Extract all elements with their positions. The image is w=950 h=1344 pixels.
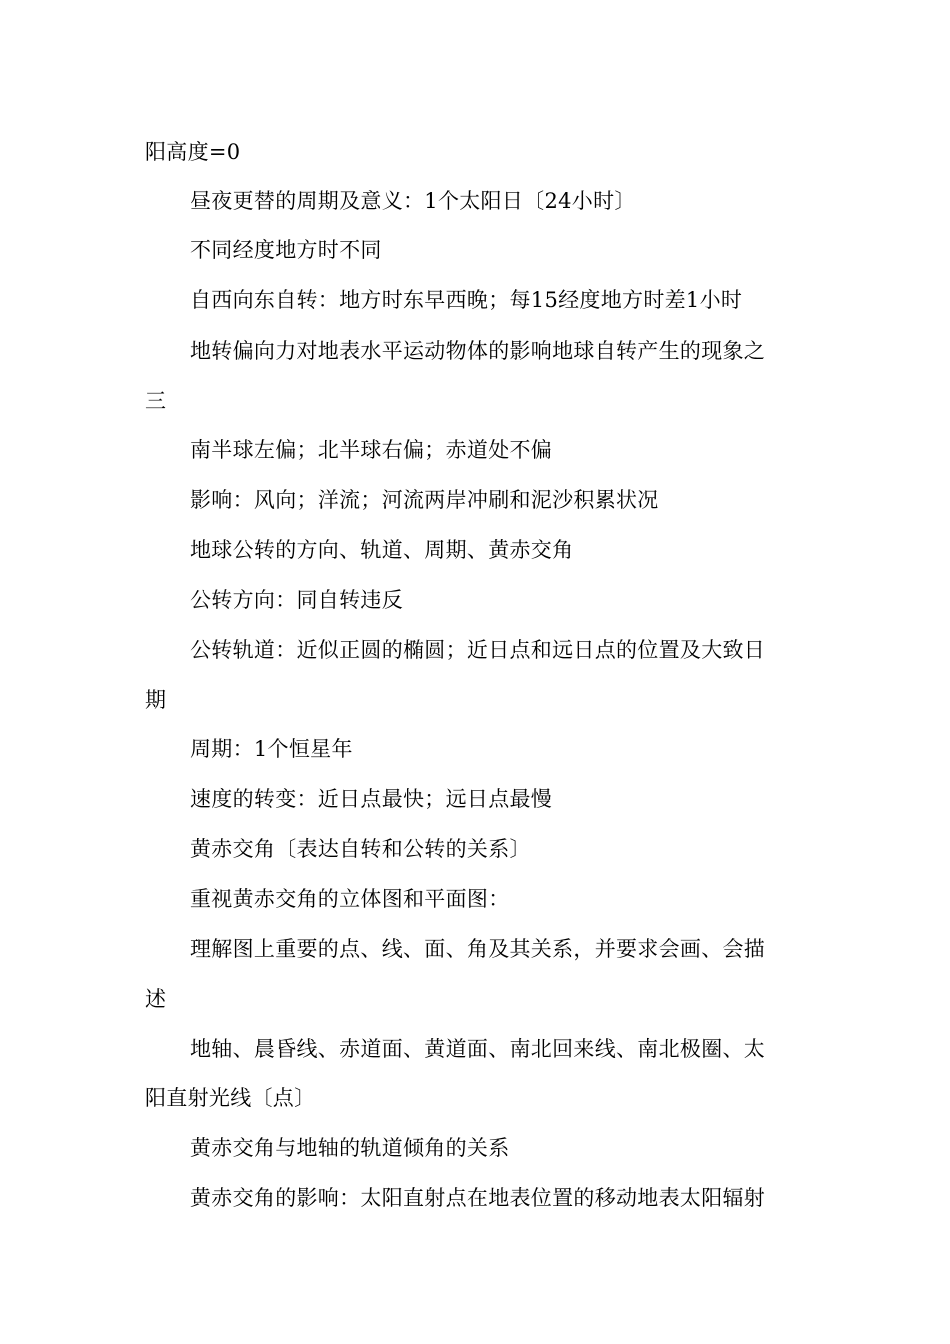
text-line: 公转方向：同自转违反 [190,588,403,612]
text-line: 南半球左偏；北半球右偏；赤道处不偏 [190,438,553,462]
text-line: 自西向东自转：地方时东早西晚；每15经度地方时差1小时 [190,288,743,312]
text-line: 阳直射光线〔点〕 [145,1086,316,1110]
text-line: 期 [145,688,167,712]
text-line: 黄赤交角与地轴的轨道倾角的关系 [190,1136,510,1160]
text-line: 阳高度=0 [145,140,241,164]
text-line: 理解图上重要的点、线、面、角及其关系，并要求会画、会描 [190,937,766,961]
text-line: 述 [145,987,167,1011]
text-line: 黄赤交角〔表达自转和公转的关系〕 [190,837,531,861]
text-line: 重视黄赤交角的立体图和平面图： [190,887,510,911]
text-line: 公转轨道：近似正圆的椭圆；近日点和远日点的位置及大致日 [190,638,766,662]
text-line: 地转偏向力对地表水平运动物体的影响地球自转产生的现象之 [190,339,766,363]
text-line: 地轴、晨昏线、赤道面、黄道面、南北回来线、南北极圈、太 [190,1037,766,1061]
text-line: 周期：1个恒星年 [190,737,353,761]
text-line: 三 [145,389,167,413]
text-line: 速度的转变：近日点最快；远日点最慢 [190,787,553,811]
text-line: 昼夜更替的周期及意义：1个太阳日〔24小时〕 [190,189,636,213]
text-line: 黄赤交角的影响：太阳直射点在地表位置的移动地表太阳辐射 [190,1186,766,1210]
text-line: 影响：风向；洋流；河流两岸冲刷和泥沙积累状况 [190,488,659,512]
text-line: 不同经度地方时不同 [190,238,382,262]
text-line: 地球公转的方向、轨道、周期、黄赤交角 [190,538,574,562]
